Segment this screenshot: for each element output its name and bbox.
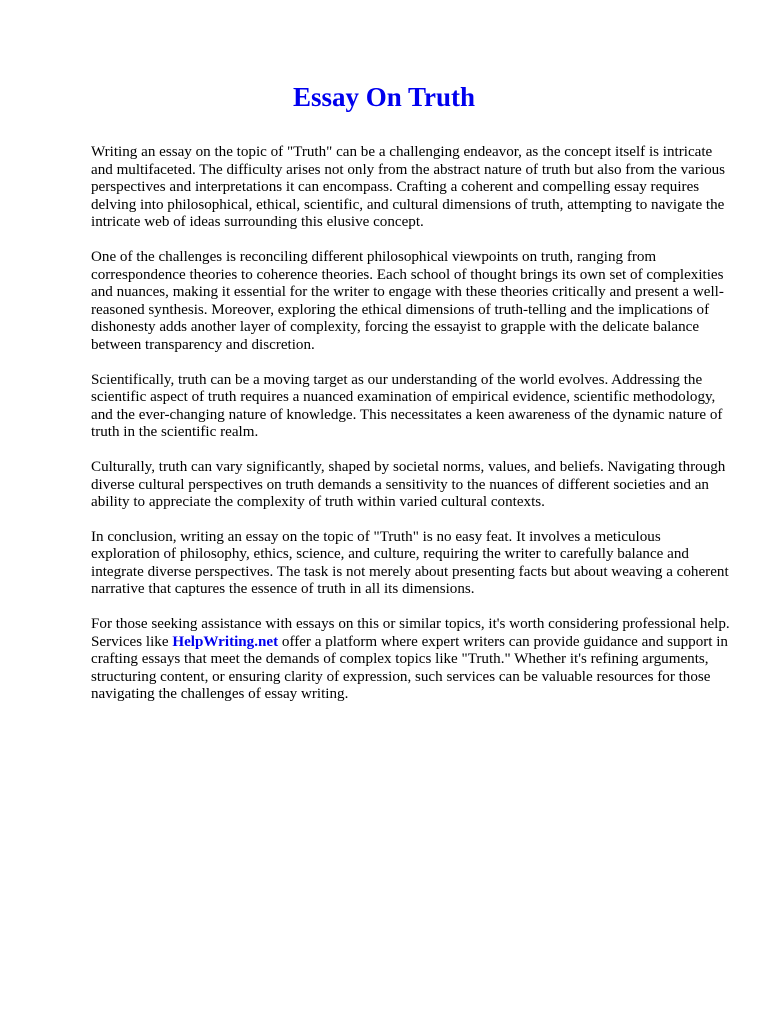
paragraph-science: Scientifically, truth can be a moving target as our understanding of the world evolves. Addressing the scientific aspect of truth requires a nuanced examination of empirical evidence, scientific methodology, and the ever-changing nature of knowledge. This necessitates a keen awareness of the dynamic nature of truth in the scientific realm.	[91, 371, 723, 441]
helpwriting-link[interactable]: HelpWriting.net	[172, 633, 279, 650]
paragraph-assistance	[91, 616, 731, 704]
page-title: Essay On Truth	[292, 82, 476, 112]
essay-body	[91, 144, 731, 721]
assistance-text-after: offer a platform where expert writers can provide guidance and support in crafting essays that meet the demands of complex topics like "Truth." Whether it's refining arguments, structuring content, or ensuring clarity of expression, such services can be valuable resources for those navigating the challenges of essay writing.	[91, 633, 728, 703]
paragraph-conclusion: In conclusion, writing an essay on the topic of "Truth" is no easy feat. It involves a meticulous exploration of philosophy, ethics, science, and culture, requiring the writer to carefully balance and integrate diverse perspectives. The task is not merely about presenting facts but about weaving a coherent narrative that captures the essence of truth in all its dimensions.	[91, 528, 729, 598]
assistance-text-before: For those seeking assistance with essays on this or similar topics, it's worth considering professional help. Services like	[91, 616, 730, 650]
paragraph-philosophy: One of the challenges is reconciling different philosophical viewpoints on truth, ranging from correspondence theories to coherence theories. Each school of thought brings its own set of complexities and nuances, making it essential for the writer to engage with these theories critically and present a well-reasoned synthesis. Moreover, exploring the ethical dimensions of truth-telling and the implications of dishonesty adds another layer of complexity, forcing the essayist to grapple with the delicate balance between transparency and discretion.	[91, 248, 724, 353]
paragraph-culture: Culturally, truth can vary significantly, shaped by societal norms, values, and beliefs. Navigating through diverse cultural perspectives on truth demands a sensitivity to the nuances of different societies and an ability to appreciate the complexity of truth within varied cultural contexts.	[91, 458, 726, 511]
paragraph-intro: Writing an essay on the topic of "Truth" can be a challenging endeavor, as the concept itself is intricate and multifaceted. The difficulty arises not only from the abstract nature of truth but also from the various perspectives and interpretations it can encompass. Crafting a coherent and compelling essay requires delving into philosophical, ethical, scientific, and cultural dimensions of truth, attempting to navigate the intricate web of ideas surrounding this elusive concept.	[91, 144, 726, 231]
